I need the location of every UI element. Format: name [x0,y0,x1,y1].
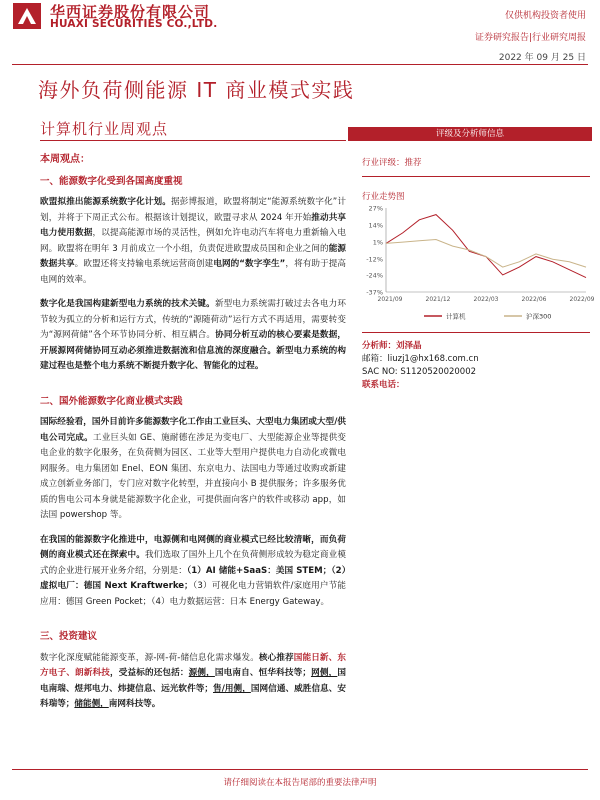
y-tick-label: 1% [372,238,383,247]
text-run: 网侧， [310,668,338,678]
x-tick-label: 2021/09 [377,296,403,303]
footer-divider [12,769,588,770]
sidebar-divider-1 [362,176,590,177]
text-run: 国网信通、威胜信息、安科瑞等； [40,683,346,709]
text-run: 工业巨头如 GE、施耐德在涉足为变电厂、大型能源企业等提供变电企业的数字化服务，在负荷侧为园区、工业等大型用户提供电力自动化或微电网服务。电力集团如 Enel、EON 集团、东京电力、法国电力等通过收购或新建成立创新业务部门，专门应对数字化转型，并直接向小 B 提供服务；许多服务优质的售电公司本身就是能源数字化企业，可提供面向客户的软件或移动 app，如法国 powershop 等。 [40,432,346,520]
text-run: 能源数据共享 [40,243,346,269]
section-1-heading: 一、能源数字化受到各国高度重视 [40,175,183,187]
x-tick-label: 2022/06 [521,296,547,303]
analyst-name: 分析师：刘泽晶 [362,341,422,351]
company-name-cn: 华西证券股份有限公司 [50,3,211,21]
y-tick-label: -24% [366,271,383,280]
subtitle-divider [40,140,346,141]
section-2-paragraph-1 [40,415,346,524]
report-subtitle: 计算机行业周观点 [40,120,169,138]
text-run: 推动共享电力使用数据 [40,212,346,238]
report-date: 2022 年 09 月 25 日 [498,53,586,63]
trend-label: 行业走势图 [362,192,405,202]
series-line-computer [386,215,586,278]
text-run: 储能侧， [74,699,109,709]
section-2-paragraph-2 [40,533,346,611]
company-logo-icon [12,2,42,30]
text-run: 国际经验看，国外目前许多能源数字化工作由工业巨头、大型电力集团或大型/供电公司完成。 [40,417,346,443]
footer-disclaimer: 请仔细阅读在本报告尾部的重要法律声明 [223,778,377,788]
x-tick-label: 2021/12 [425,296,451,303]
legend-label: 沪深300 [526,312,552,321]
company-name-en: HUAXI SECURITIES CO.,LTD. [50,18,218,30]
header-divider [12,64,588,65]
view-heading: 本周观点： [40,154,90,165]
text-run: （1）AI 储能+SaaS：美国 STEM；（2）虚拟电厂：德国 Next Kraftwerke； [40,565,346,591]
report-body [40,152,346,722]
text-run: 国能日新、东方电子、朗新科技 [40,652,346,678]
text-run: 在我国的能源数字化推进中，电源侧和电网侧的商业模式已经比较清晰，而负荷侧的商业模式还在探索中。 [40,534,346,560]
text-run: 据彭博报道，欧盟将制定“能源系统数字化”计划，并将于下周正式公布。根据该计划提议，欧盟寻求从 2024 年开始 [40,197,346,223]
sidebar-header: 评级及分析师信息 [348,127,592,141]
text-run: 协同分析互动的核心要素是数据，开展源网荷储协同互动必须推进数据流和信息流的深度融合。新型电力系统的构建过程也是整个电力系统不断提升数字化、智能化的过程。 [40,330,346,371]
analyst-phone: 联系电话： [362,380,405,390]
text-run: ，受益标的还包括： [109,668,189,678]
y-tick-label: -12% [366,255,383,264]
text-run: 国电南自、恒华科技等； [214,668,311,678]
y-tick-label: -37% [366,288,383,297]
text-run: 新型电力系统需打破过去各电力环节较为孤立的分析和运行方式，传统的“源随荷动”运行方式不再适用，需要转变为“源网荷储”各个环节协同分析、相互耦合。 [40,299,346,340]
text-run: （3）可视化电力营销软件/家庭用户节能应用：德国 Green Pocket；（4）电力数据运营：日本 Energy Gateway。 [40,581,346,607]
text-run: 源侧， [188,668,215,678]
text-run: 国电南瑞、煜邦电力、炜捷信息、远光软件等； [40,668,346,694]
section-3-paragraph-1 [40,651,346,713]
section-2-heading: 二、国外能源数字化商业模式实践 [40,395,183,407]
industry-rating: 行业评级：推荐 [362,158,422,168]
y-tick-label: 14% [368,221,383,230]
text-run: ，将有助于提高电网的效率。 [40,259,346,285]
text-run: 核心推荐 [258,652,294,663]
y-tick-label: 27% [368,204,383,213]
text-run: 数字化深度赋能能源变革，源-网-荷-储信息化需求爆发。 [40,652,259,663]
audience-note: 仅供机构投资者使用 [504,11,586,21]
text-run: 南网科技等。 [108,699,161,709]
legend-label: 计算机 [446,312,466,321]
report-category: 证券研究报告|行业研究周报 [474,33,586,43]
text-run: 数字化是我国构建新型电力系统的技术关键。 [40,299,215,309]
text-run: 售/用侧， [213,683,251,694]
text-run: 欧盟拟推出能源系统数字化计划。 [40,197,172,207]
x-tick-label: 2022/03 [473,296,499,303]
report-title: 海外负荷侧能源 IT 商业模式实践 [38,78,355,102]
text-run: ，以提高能源市场的灵活性，例如允许电动汽车将电力重新输入电网。欧盟将在明年 3 月前成立一个小组，负责促进欧盟成员国和企业之间的 [40,228,346,254]
industry-trend-chart [354,200,594,325]
text-run: 电网的“数字孪生” [213,259,286,269]
analyst-sac: SAC NO: S1120520020002 [362,367,477,377]
section-1-paragraph-1 [40,195,346,288]
x-tick-label: 2022/09 [569,296,594,303]
sidebar-divider-2 [362,332,590,333]
text-run: 。欧盟还将支持输电系统运营商创建 [74,259,214,269]
section-1-paragraph-2 [40,297,346,375]
analyst-info [362,340,479,392]
text-run: 我们选取了国外上几个在负荷侧形成较为稳定商业模式的企业进行展开业务介绍，分别是： [40,550,346,576]
analyst-email[interactable]: 邮箱：liuzj1@hx168.com.cn [362,354,479,364]
section-3-heading: 三、投资建议 [40,631,98,642]
